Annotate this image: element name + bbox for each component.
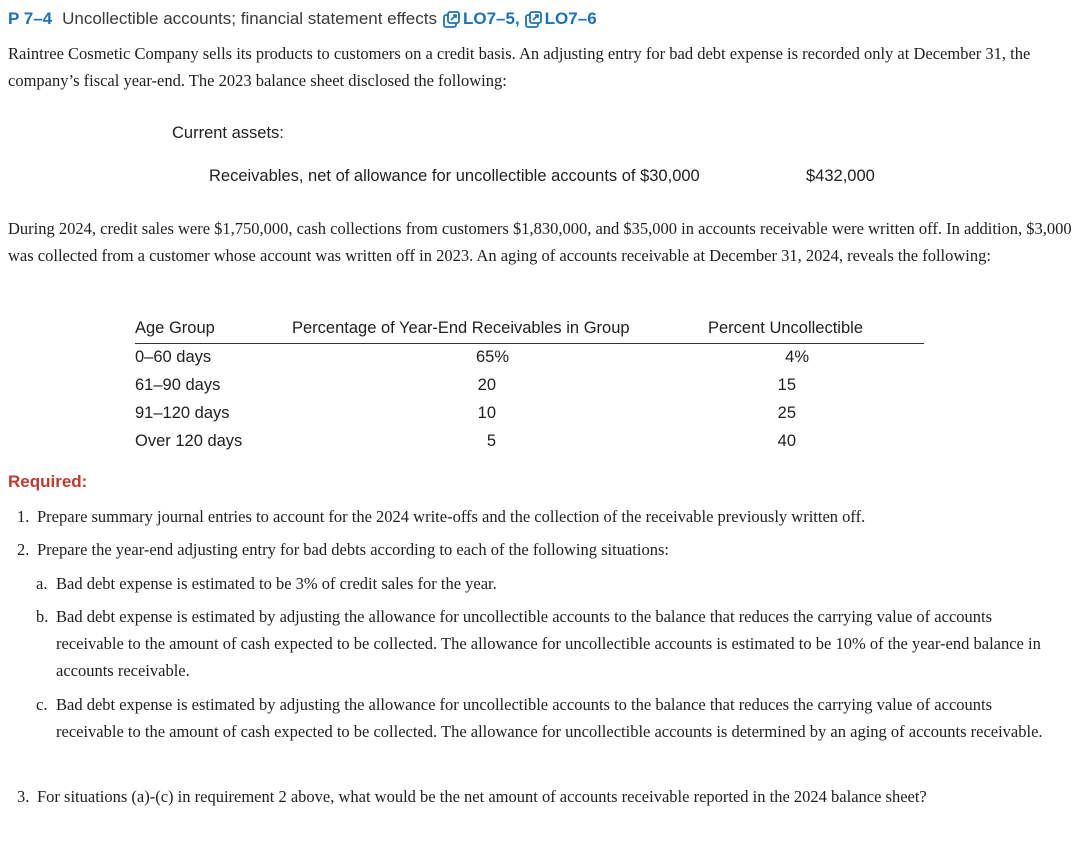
aging-table [135,317,924,456]
learning-objective-link-2[interactable] [525,9,597,29]
age-group-cell: 0–60 days [135,348,212,366]
current-assets-label: Current assets: [172,124,284,142]
requirement-3 [17,783,1057,810]
requirement-text: Prepare the year-end adjusting entry for bad debts according to each of the following situations: [37,540,669,559]
requirement-marker: 2. [17,540,30,559]
requirement-2c [36,691,1060,745]
percentage-cell: 10 [477,404,496,422]
age-group-cell: Over 120 days [135,432,243,450]
table-row [135,372,924,400]
header-percentage: Percentage of Year-End Receivables in Group [292,319,630,337]
header-age-group: Age Group [135,319,215,337]
learning-objective-label: LO7–5, [462,9,520,28]
external-link-icon [525,11,542,28]
requirement-text: Prepare summary journal entries to account for the 2024 write-offs and the collection of the receivable previously written off. [37,507,866,526]
subrequirement-text: Bad debt expense is estimated by adjusting the allowance for uncollectible accounts to the balance that reduces the carrying value of accounts receivable to the amount of cash expected to be collected. The allowance for uncollectible accounts is estimated to be 10% of the year-end balance in accounts receivable. [56,607,1041,680]
learning-objective-link-1[interactable] [443,9,520,29]
required-title: Required: [8,472,88,491]
table-header [135,317,924,344]
problem-number: P 7–4 [8,9,53,28]
requirement-2 [17,536,669,563]
age-group-cell: 61–90 days [135,376,221,394]
percentage-cell: 65% [475,348,509,366]
subrequirement-marker: b. [36,607,49,626]
age-group-cell: 91–120 days [135,404,230,422]
subrequirement-marker: c. [36,695,48,714]
uncollectible-cell: 15 [777,376,796,394]
requirement-marker: 3. [17,787,30,806]
percentage-cell: 20 [477,376,496,394]
table-row [135,400,924,428]
intro-paragraph: Raintree Cosmetic Company sells its products to customers on a credit basis. An adjusting entry for bad debt expense is recorded only at December 31, the company’s fiscal year-end. The 2023 balance sheet disclosed the following: [8,44,1031,90]
uncollectible-cell: 40 [777,432,796,450]
table-row [135,428,924,456]
receivables-line-amount: $432,000 [806,167,875,185]
requirement-2b [36,603,1060,684]
problem-heading [8,7,597,31]
header-uncollectible: Percent Uncollectible [708,319,863,337]
uncollectible-cell: 25 [777,404,796,422]
activity-paragraph: During 2024, credit sales were $1,750,000, cash collections from customers $1,830,000, and $35,000 in accounts receivable were written off. In addition, $3,000 was collected from a customer whose account was written off in 2023. An aging of accounts receivable at December 31, 2024, reveals the following: [8,219,1072,265]
subrequirement-marker: a. [36,574,48,593]
table-row [135,344,924,372]
subrequirement-text: Bad debt expense is estimated to be 3% of credit sales for the year. [56,574,497,593]
requirement-marker: 1. [17,507,30,526]
subrequirement-text: Bad debt expense is estimated by adjusting the allowance for uncollectible accounts to the balance that reduces the carrying value of accounts receivable to the amount of cash expected to be collected. The allowance for uncollectible accounts is determined by an aging of accounts receivable. [56,695,1043,741]
requirement-text: For situations (a)-(c) in requirement 2 above, what would be the net amount of accounts receivable reported in the 2024 balance sheet? [37,787,927,806]
problem-title: Uncollectible accounts; financial statement effects [62,9,437,28]
receivables-line-label: Receivables, net of allowance for uncollectible accounts of $30,000 [209,167,700,185]
external-link-icon [443,11,460,28]
uncollectible-cell: 4% [785,348,809,366]
percentage-cell: 5 [486,432,496,450]
learning-objective-label: LO7–6 [544,9,597,28]
requirement-1 [17,503,865,530]
requirement-2a [36,570,497,597]
